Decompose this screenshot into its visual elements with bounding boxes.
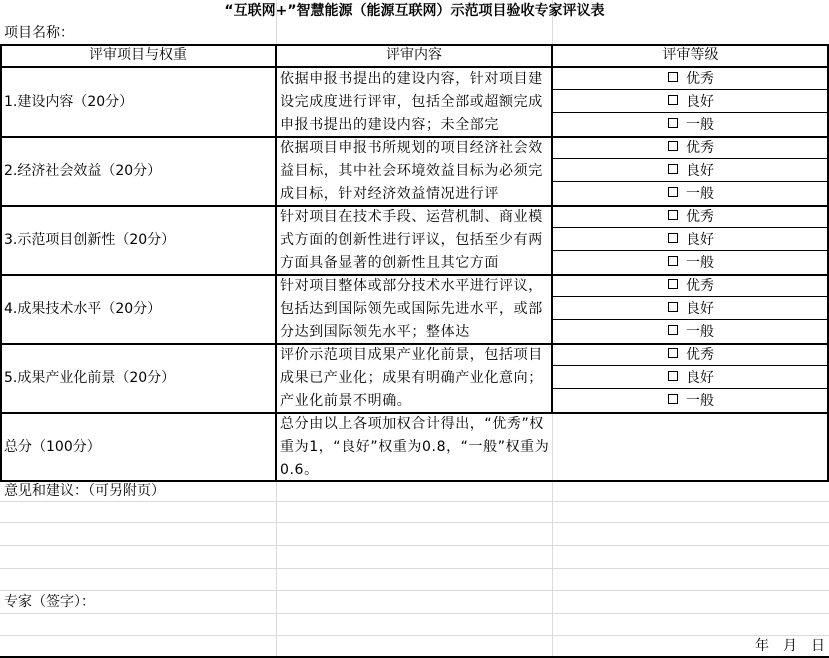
checkbox-icon[interactable] xyxy=(668,256,678,266)
grade-option[interactable]: 良好 xyxy=(553,229,829,251)
border-line xyxy=(0,44,829,46)
border-line xyxy=(0,205,829,207)
border-line xyxy=(552,227,829,228)
checkbox-icon[interactable] xyxy=(668,72,678,82)
checkbox-icon[interactable] xyxy=(668,210,678,220)
total-score-label: 总分（100分） xyxy=(4,439,101,455)
border-line xyxy=(0,480,829,482)
grade-option[interactable]: 优秀 xyxy=(553,68,829,90)
border-line xyxy=(552,112,829,113)
border-line xyxy=(0,343,829,345)
border-line xyxy=(552,388,829,389)
gridline xyxy=(0,635,829,636)
grade-option[interactable]: 一般 xyxy=(553,183,829,205)
date-label: 年 月 日 xyxy=(755,638,825,654)
header-items-weights: 评审项目与权重 xyxy=(89,47,187,63)
grade-option[interactable]: 良好 xyxy=(553,298,829,320)
grade-option[interactable]: 良好 xyxy=(553,367,829,389)
border-line xyxy=(551,44,553,413)
checkbox-icon[interactable] xyxy=(668,164,678,174)
item-label-tech-level: 4.成果技术水平（20分） xyxy=(4,301,162,317)
checkbox-icon[interactable] xyxy=(668,187,678,197)
item-desc-construction: 依据申报书提出的建设内容，针对项目建设完成度进行评审，包括全部或超额完成申报书提出的建设内容；未全部完 xyxy=(280,71,543,133)
gridline xyxy=(0,522,829,523)
item-label-industrialization: 5.成果产业化前景（20分） xyxy=(4,370,176,386)
grade-option[interactable]: 良好 xyxy=(553,91,829,113)
item-desc-innovation: 针对项目在技术手段、运营机制、商业模式方面的创新性进行评议，包括至少有两方面具备显著的创新性且其它方面 xyxy=(280,209,543,271)
item-label-construction: 1.建设内容（20分） xyxy=(4,94,134,110)
form-title: “互联网+”智慧能源（能源互联网）示范项目验收专家评议表 xyxy=(224,3,605,19)
checkbox-icon[interactable] xyxy=(668,141,678,151)
item-label-innovation: 3.示范项目创新性（20分） xyxy=(4,232,176,248)
item-desc-benefit: 依据项目申报书所规划的项目经济社会效益目标，其中社会环境效益目标为必须完成目标，针对经济效益情况进行评 xyxy=(280,140,543,202)
item-desc-tech-level: 针对项目整体或部分技术水平进行评议，包括达到国际领先或国际先进水平，或部分达到国际领先水平；整体达 xyxy=(280,278,543,340)
border-line xyxy=(0,44,2,481)
checkbox-icon[interactable] xyxy=(668,348,678,358)
checkbox-icon[interactable] xyxy=(668,394,678,404)
header-review-content: 评审内容 xyxy=(386,47,442,63)
border-line xyxy=(552,158,829,159)
grade-option[interactable]: 优秀 xyxy=(553,275,829,297)
border-line xyxy=(552,250,829,251)
border-line xyxy=(0,66,829,68)
grade-option[interactable]: 一般 xyxy=(553,321,829,343)
gridline xyxy=(0,568,829,569)
border-line xyxy=(0,412,829,414)
checkbox-icon[interactable] xyxy=(668,279,678,289)
checkbox-icon[interactable] xyxy=(668,302,678,312)
project-name-label: 项目名称： xyxy=(4,25,74,41)
grade-option[interactable]: 优秀 xyxy=(553,206,829,228)
grade-option[interactable]: 一般 xyxy=(553,252,829,274)
gridline xyxy=(0,613,829,614)
item-label-benefit: 2.经济社会效益（20分） xyxy=(4,163,162,179)
checkbox-icon[interactable] xyxy=(668,233,678,243)
border-line xyxy=(552,365,829,366)
border-line xyxy=(552,319,829,320)
border-line xyxy=(275,44,277,481)
expert-signature-label: 专家（签字）： xyxy=(4,594,95,610)
grade-option[interactable]: 良好 xyxy=(553,160,829,182)
gridline xyxy=(0,590,829,591)
header-review-grade: 评审等级 xyxy=(662,47,719,63)
checkbox-icon[interactable] xyxy=(668,325,678,335)
border-line xyxy=(0,274,829,276)
checkbox-icon[interactable] xyxy=(668,95,678,105)
border-line xyxy=(552,89,829,90)
gridline xyxy=(0,545,829,546)
item-desc-industrialization: 评价示范项目成果产业化前景，包括项目成果已产业化；成果有明确产业化意向；产业化前景不明确。 xyxy=(280,347,543,409)
grade-option[interactable]: 优秀 xyxy=(553,344,829,366)
grade-option[interactable]: 一般 xyxy=(553,114,829,136)
grade-option[interactable]: 优秀 xyxy=(553,137,829,159)
checkbox-icon[interactable] xyxy=(668,118,678,128)
border-line xyxy=(552,181,829,182)
opinion-label: 意见和建议：（可另附页） xyxy=(4,483,165,499)
grade-option[interactable]: 一般 xyxy=(553,390,829,412)
border-line xyxy=(552,296,829,297)
checkbox-icon[interactable] xyxy=(668,371,678,381)
border-line xyxy=(0,136,829,138)
total-score-desc: 总分由以上各项加权合计得出，“优秀”权重为1，“良好”权重为0.8，“一般”权重为0.6。 xyxy=(280,416,550,478)
